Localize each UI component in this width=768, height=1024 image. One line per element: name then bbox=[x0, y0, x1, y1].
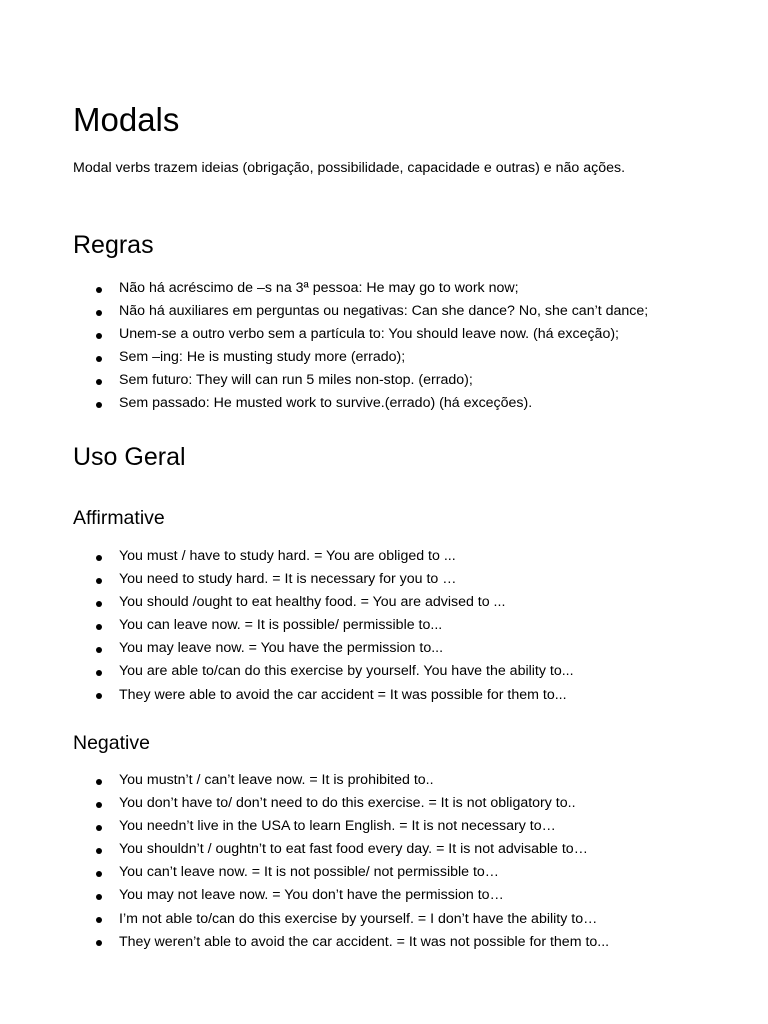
list-item bbox=[73, 614, 574, 637]
bullet-icon bbox=[96, 670, 102, 676]
list-item-text: Sem passado: He musted work to survive.(errado) (há exceções). bbox=[119, 395, 533, 412]
list-item-text: You are able to/can do this exercise by yourself. You have the ability to... bbox=[119, 663, 574, 680]
list-item-text: Não há auxiliares em perguntas ou negativas: Can she dance? No, she can’t dance; bbox=[119, 303, 649, 320]
bullet-icon bbox=[96, 917, 102, 923]
bullet-icon bbox=[96, 310, 102, 316]
list-item-text: You may leave now. = You have the permission to... bbox=[119, 640, 444, 657]
section-heading-regras: Regras bbox=[73, 231, 154, 259]
list-item bbox=[73, 815, 609, 838]
intro-paragraph: Modal verbs trazem ideias (obrigação, possibilidade, capacidade e outras) e não ações. bbox=[73, 160, 626, 176]
list-item bbox=[73, 277, 648, 300]
list-item-text: You don’t have to/ don’t need to do this exercise. = It is not obligatory to.. bbox=[119, 795, 576, 812]
list-item bbox=[73, 861, 609, 884]
section-heading-uso-geral: Uso Geral bbox=[73, 443, 186, 471]
bullet-icon bbox=[96, 578, 102, 584]
list-item-text: You must / have to study hard. = You are obliged to ... bbox=[119, 548, 456, 564]
list-item bbox=[73, 346, 648, 369]
bullet-icon bbox=[96, 940, 102, 946]
list-item bbox=[73, 884, 609, 907]
list-item bbox=[73, 323, 648, 346]
list-item-text: Sem –ing: He is musting study more (errado); bbox=[119, 349, 406, 366]
list-item-text: Unem-se a outro verbo sem a partícula to: You should leave now. (há exceção); bbox=[119, 326, 620, 343]
list-item bbox=[73, 300, 648, 323]
list-item-text: They were able to avoid the car accident = It was possible for them to... bbox=[119, 686, 567, 703]
list-item bbox=[73, 392, 648, 415]
bullet-icon bbox=[96, 848, 102, 854]
bullet-icon bbox=[96, 287, 102, 293]
list-item bbox=[73, 769, 609, 792]
bullet-icon bbox=[96, 379, 102, 385]
list-item bbox=[73, 591, 574, 614]
list-item bbox=[73, 637, 574, 660]
list-item bbox=[73, 908, 609, 931]
list-item bbox=[73, 568, 574, 591]
bullet-icon bbox=[96, 356, 102, 362]
bullet-icon bbox=[96, 333, 102, 339]
page-title: Modals bbox=[73, 101, 180, 138]
list-item bbox=[73, 545, 574, 568]
list-item bbox=[73, 684, 574, 707]
bullet-icon bbox=[96, 601, 102, 607]
list-item bbox=[73, 931, 609, 954]
list-item bbox=[73, 838, 609, 861]
list-item-text: You need to study hard. = It is necessary for you to … bbox=[119, 571, 457, 588]
subsection-heading-negative: Negative bbox=[73, 732, 150, 754]
list-item-text: You mustn’t / can’t leave now. = It is prohibited to.. bbox=[119, 772, 434, 788]
list-item-text: You can leave now. = It is possible/ permissible to... bbox=[119, 617, 443, 634]
negative-list bbox=[73, 769, 609, 954]
list-item-text: You should /ought to eat healthy food. = You are advised to ... bbox=[119, 594, 506, 611]
affirmative-list bbox=[73, 545, 574, 707]
regras-list bbox=[73, 277, 648, 416]
bullet-icon bbox=[96, 894, 102, 900]
subsection-heading-affirmative: Affirmative bbox=[73, 507, 165, 529]
list-item bbox=[73, 792, 609, 815]
list-item-text: You needn’t live in the USA to learn English. = It is not necessary to… bbox=[119, 818, 556, 835]
bullet-icon bbox=[96, 693, 102, 699]
bullet-icon bbox=[96, 555, 102, 561]
bullet-icon bbox=[96, 402, 102, 408]
list-item-text: You can’t leave now. = It is not possible/ not permissible to… bbox=[119, 864, 499, 881]
bullet-icon bbox=[96, 647, 102, 653]
bullet-icon bbox=[96, 871, 102, 877]
list-item-text: Não há acréscimo de –s na 3ª pessoa: He may go to work now; bbox=[119, 280, 519, 296]
list-item bbox=[73, 660, 574, 683]
list-item-text: I’m not able to/can do this exercise by yourself. = I don’t have the ability to… bbox=[119, 910, 598, 927]
list-item-text: You shouldn’t / oughtn’t to eat fast food every day. = It is not advisable to… bbox=[119, 841, 588, 858]
list-item-text: They weren’t able to avoid the car accident. = It was not possible for them to... bbox=[119, 933, 610, 950]
bullet-icon bbox=[96, 825, 102, 831]
list-item-text: You may not leave now. = You don’t have the permission to… bbox=[119, 887, 504, 904]
bullet-icon bbox=[96, 624, 102, 630]
list-item-text: Sem futuro: They will can run 5 miles non-stop. (errado); bbox=[119, 372, 473, 389]
bullet-icon bbox=[96, 779, 102, 785]
list-item bbox=[73, 369, 648, 392]
bullet-icon bbox=[96, 802, 102, 808]
